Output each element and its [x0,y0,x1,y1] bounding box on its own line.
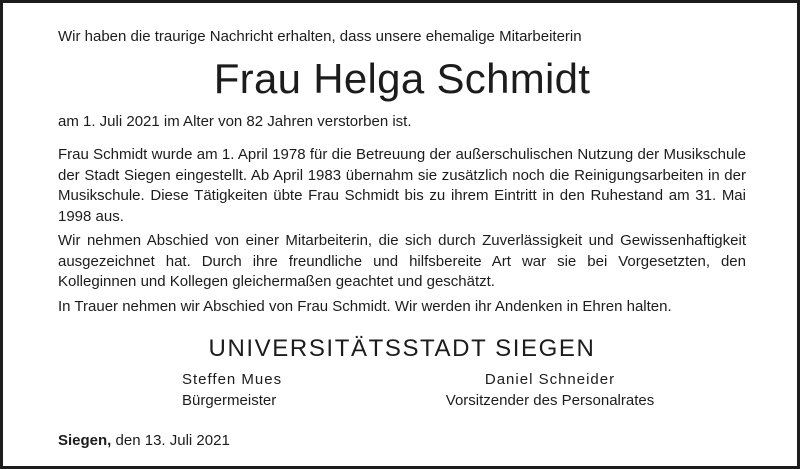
intro-text: Wir haben die traurige Nachricht erhalten, dass unsere ehemalige Mitarbeiterin [58,28,582,45]
place-date-line [58,431,746,452]
signer-role: Vorsitzender des Personalrates [445,391,655,409]
notice-content [58,27,746,452]
signer-name: Daniel Schneider [484,371,616,388]
signer-name: Steffen Mues [182,371,283,388]
signer-role: Bürgermeister [182,391,277,409]
place-city: Siegen, [58,432,112,449]
paragraph-farewell: In Trauer nehmen wir Abschied von Frau Schmidt. Wir werden ihr Andenken in Ehren halten. [58,297,672,315]
place-date: den 13. Juli 2021 [115,432,230,449]
signers [58,370,746,412]
organization-name: UNIVERSITÄTSSTADT SIEGEN [208,335,596,362]
signer-council-chair [438,370,662,411]
paragraph-tribute: Wir nehmen Abschied von einer Mitarbeiterin, die sich durch Zuverlässigkeit und Gewissenhaftigkeit ausgezeichnet hat. Durch ihre freundliche und hilfsbereite Art war sie bei Vorgesetzten, den Kolleginnen und Kollegen gleichermaßen geachtet und geschätzt. [58,232,746,290]
signer-mayor [182,370,282,411]
deceased-name: Frau Helga Schmidt [213,54,591,102]
death-date-text: am 1. Juli 2021 im Alter von 82 Jahren verstorben ist. [58,112,412,130]
paragraph-career: Frau Schmidt wurde am 1. April 1978 für die Betreuung der außerschulischen Nutzung der Musikschule der Stadt Siegen eingestellt. Ab April 1983 übernahm sie zusätzlich noch die Reinigungsarbeiten in der Musikschule. Diese Tätigkeiten übte Frau Schmidt bis zu ihrem Eintritt in den Ruhestand am 31. Mai 1998 aus. [58,146,746,225]
